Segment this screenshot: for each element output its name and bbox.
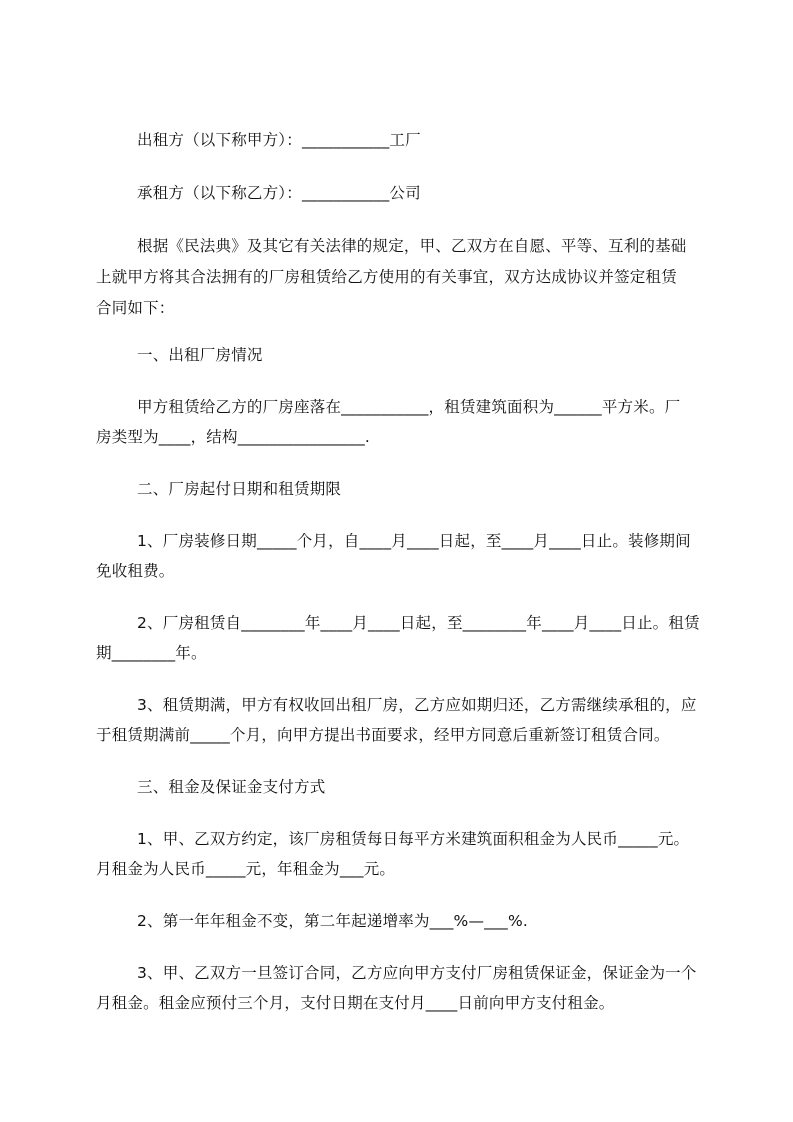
section-2-item-3-line-2: 于租赁期满前_____个月，向甲方提出书面要求，经甲方同意后重新签订租赁合同。 xyxy=(96,726,670,744)
section-2-heading: 二、厂房起付日期和租赁期限 xyxy=(137,480,342,498)
lessee-line: 承租方（以下称乙方）：___________公司 xyxy=(137,184,421,202)
section-3-item-3-line-1: 3、甲、乙双方一旦签订合同，乙方应向甲方支付厂房租赁保证金，保证金为一个 xyxy=(137,964,697,982)
section-3-item-2-line-1: 2、第一年年租金不变，第二年起递增率为___%—___%. xyxy=(137,912,529,930)
section-3-item-3-line-2: 月租金。租金应预付三个月，支付日期在支付月____日前向甲方支付租金。 xyxy=(96,994,615,1012)
preamble-line-1: 根据《民法典》及其它有关法律的规定，甲、乙双方在自愿、平等、互利的基础 xyxy=(137,237,687,255)
section-1-heading: 一、出租厂房情况 xyxy=(137,346,263,364)
section-2-item-1-line-1: 1、厂房装修日期_____个月，自____月____日起，至____月____日止。装修期间 xyxy=(137,532,691,550)
lessor-line: 出租方（以下称甲方）：___________工厂 xyxy=(137,131,421,149)
section-1-line-2: 房类型为____，结构________________. xyxy=(96,428,371,446)
section-2-item-1-line-2: 免收租费。 xyxy=(96,562,175,580)
section-3-heading: 三、租金及保证金支付方式 xyxy=(137,778,326,796)
section-2-item-3-line-1: 3、租赁期满，甲方有权收回出租厂房，乙方应如期归还，乙方需继续承租的，应 xyxy=(137,696,697,714)
section-3-item-1-line-1: 1、甲、乙双方约定，该厂房租赁每日每平方米建筑面积租金为人民币_____元。 xyxy=(137,830,690,848)
section-2-item-2-line-2: 期________年。 xyxy=(96,644,207,662)
section-3-item-1-line-2: 月租金为人民币_____元，年租金为___元。 xyxy=(96,860,396,878)
section-2-item-2-line-1: 2、厂房租赁自________年____月____日起，至________年____月____日止。租赁 xyxy=(137,614,700,632)
preamble-line-2: 上就甲方将其合法拥有的厂房租赁给乙方使用的有关事宜，双方达成协议并签定租赁 xyxy=(96,268,677,286)
section-1-line-1: 甲方租赁给乙方的厂房座落在___________，租赁建筑面积为______平方米。厂 xyxy=(137,398,681,416)
preamble-line-3: 合同如下： xyxy=(96,299,175,317)
